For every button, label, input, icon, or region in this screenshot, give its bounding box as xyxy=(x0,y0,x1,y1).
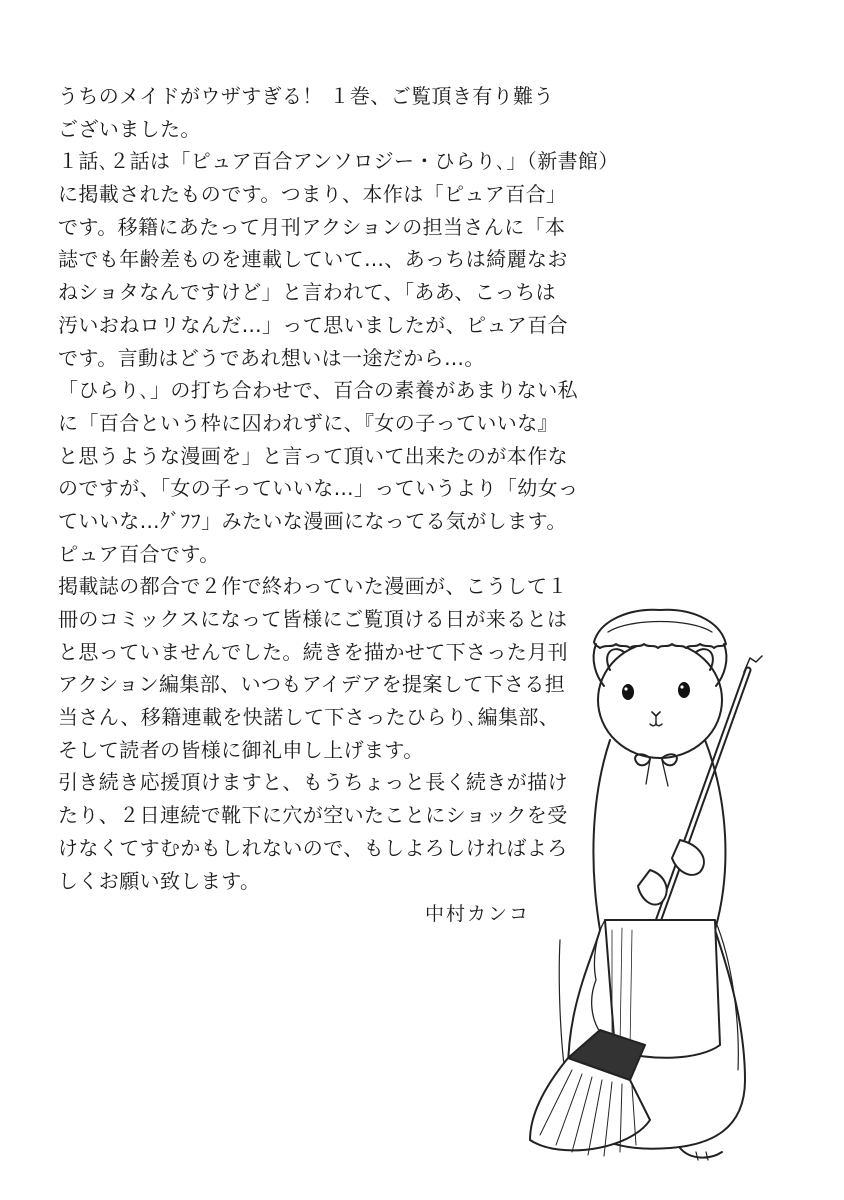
afterword-line: ございました。 xyxy=(58,116,201,141)
afterword-line: です。移籍にあたって月刊アクションの担当さんに「本 xyxy=(58,214,566,239)
afterword-line: 冊のコミックスになって皆様にご覧頂ける日が来るとは xyxy=(58,607,568,631)
afterword-line: ねショタなんですけど」と言われて、「ああ、こっちは xyxy=(58,280,556,305)
afterword-line: けなくてすむかもしれないので、もしよろしければよろ xyxy=(58,835,568,860)
afterword-line: 汚いおねロリなんだ…」って思いましたが、ピュア百合 xyxy=(58,312,568,337)
afterword-text xyxy=(58,80,619,897)
afterword-line: 掲載誌の都合で２作で終わっていた漫画が、こうして１ xyxy=(58,574,568,599)
afterword-line: に「百合という枠に囚われずに、『女の子っていいな』 xyxy=(58,410,558,435)
afterword-line: 当さん、移籍連載を快諾して下さったひらり､編集部、 xyxy=(58,705,560,730)
maid-ferret-icon xyxy=(500,600,800,1180)
afterword-line: １話､２話は「ピュア百合アンソロジー・ひらり､」（新書館） xyxy=(58,149,619,174)
afterword-line: 引き続き応援頂けますと、もうちょっと長く続きが描け xyxy=(58,770,568,795)
afterword-line: のですが、「女の子っていいな…」っていうより「幼女っ xyxy=(58,476,579,501)
afterword-line: たり、２日連続で靴下に穴が空いたことにショックを受 xyxy=(58,803,568,828)
afterword-line: です。言動はどうであれ想いは一途だから…。 xyxy=(58,345,485,370)
afterword-line: しくお願い致します。 xyxy=(58,868,261,893)
afterword-line: 「ひらり､」の打ち合わせで、百合の素養があまりない私 xyxy=(58,378,578,403)
afterword-line: アクション編集部、いつもアイデアを提案して下さる担 xyxy=(58,672,566,697)
maid-ferret-illustration xyxy=(500,600,800,1180)
afterword-line: と思っていませんでした。続きを描かせて下さった月刊 xyxy=(58,639,568,664)
author-signature: 中村カンコ xyxy=(425,903,531,925)
afterword-line: うちのメイドがウザすぎる！ １巻、ご覧頂き有り難う xyxy=(58,84,554,108)
afterword-line: ていいな…ｸﾞﾌﾌ」みたいな漫画になってる気がします。 xyxy=(58,508,567,533)
afterword-line: に掲載されたものです。つまり、本作は「ピュア百合」 xyxy=(58,182,567,207)
afterword-line: ピュア百合です。 xyxy=(58,541,220,566)
afterword-line: と思うような漫画を」と言って頂いて出来たのが本作な xyxy=(58,443,568,468)
afterword-line: そして読者の皆様に御礼申し上げます。 xyxy=(58,737,424,762)
afterword-line: 誌でも年齢差ものを連載していて…、あっちは綺麗なお xyxy=(58,247,568,272)
